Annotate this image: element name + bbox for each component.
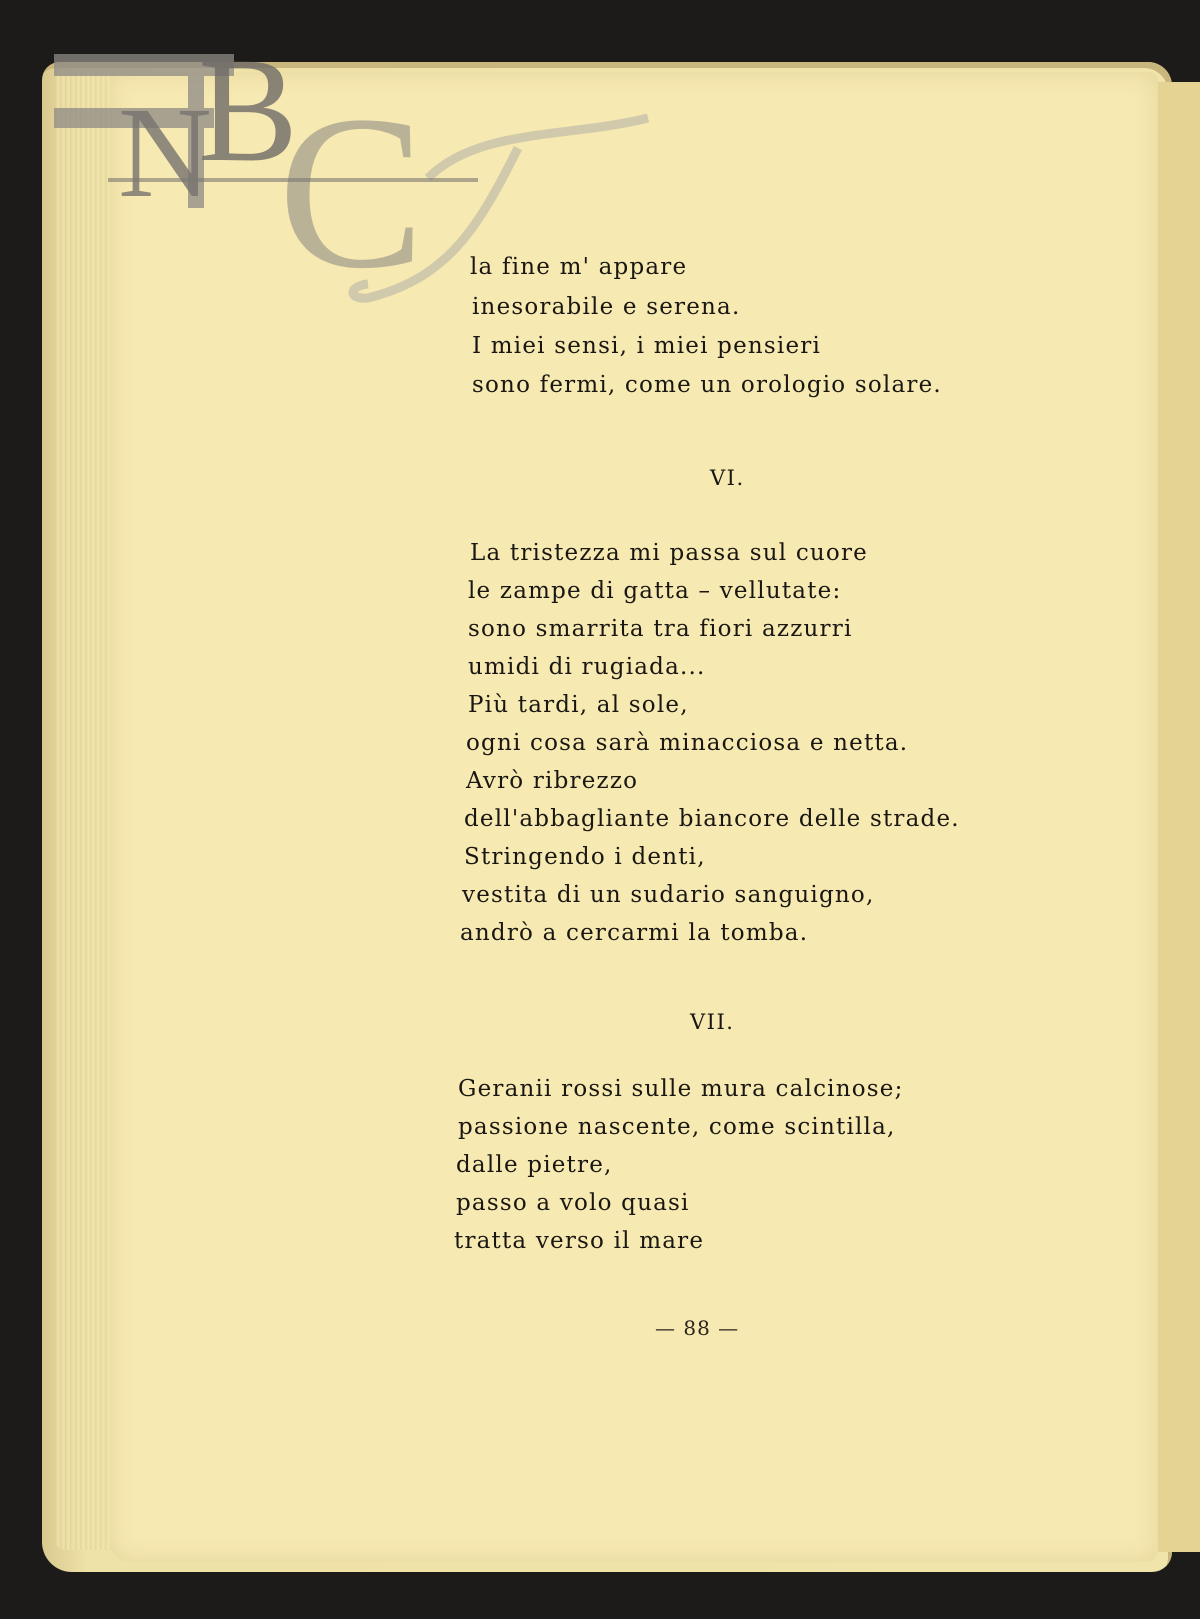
poem-line: sono smarrita tra fiori azzurri	[468, 616, 853, 642]
poem-line: inesorabile e serena.	[472, 294, 741, 320]
poem-line: Geranii rossi sulle mura calcinose;	[458, 1076, 904, 1102]
poem-line: passione nascente, come scintilla,	[458, 1114, 896, 1140]
bleed-through-text	[730, 262, 990, 300]
logo-letter-c: C	[278, 70, 425, 314]
poem-line: dell'abbagliante biancore delle strade.	[464, 806, 960, 832]
poem-line: Stringendo i denti,	[464, 844, 706, 870]
poem-line: dalle pietre,	[456, 1152, 613, 1178]
facing-page-edge	[1158, 82, 1200, 1552]
section-heading-vii: VII.	[690, 1010, 735, 1034]
poem-line: Più tardi, al sole,	[468, 692, 689, 718]
logo-letter-n: N	[118, 81, 212, 225]
logo-letter-b: B	[198, 28, 299, 193]
poem-line: passo a volo quasi	[456, 1190, 690, 1216]
poem-line: La tristezza mi passa sul cuore	[470, 540, 868, 566]
page-number: — 88 —	[655, 1316, 740, 1340]
poem-line: tratta verso il mare	[454, 1228, 705, 1254]
section-heading-vi: VI.	[710, 466, 745, 490]
poem-line: sono fermi, come un orologio solare.	[472, 372, 942, 398]
poem-line: umidi di rugiada...	[468, 654, 706, 680]
poem-line: le zampe di gatta – vellutate:	[468, 578, 842, 604]
poem-line: Avrò ribrezzo	[466, 768, 639, 794]
poem-line: andrò a cercarmi la tomba.	[460, 920, 809, 946]
poem-line: ogni cosa sarà minacciosa e netta.	[466, 730, 909, 756]
poem-line: la fine m' appare	[470, 254, 688, 280]
poem-line: vestita di un sudario sanguigno,	[462, 882, 875, 908]
poem-line: I miei sensi, i miei pensieri	[472, 333, 822, 359]
